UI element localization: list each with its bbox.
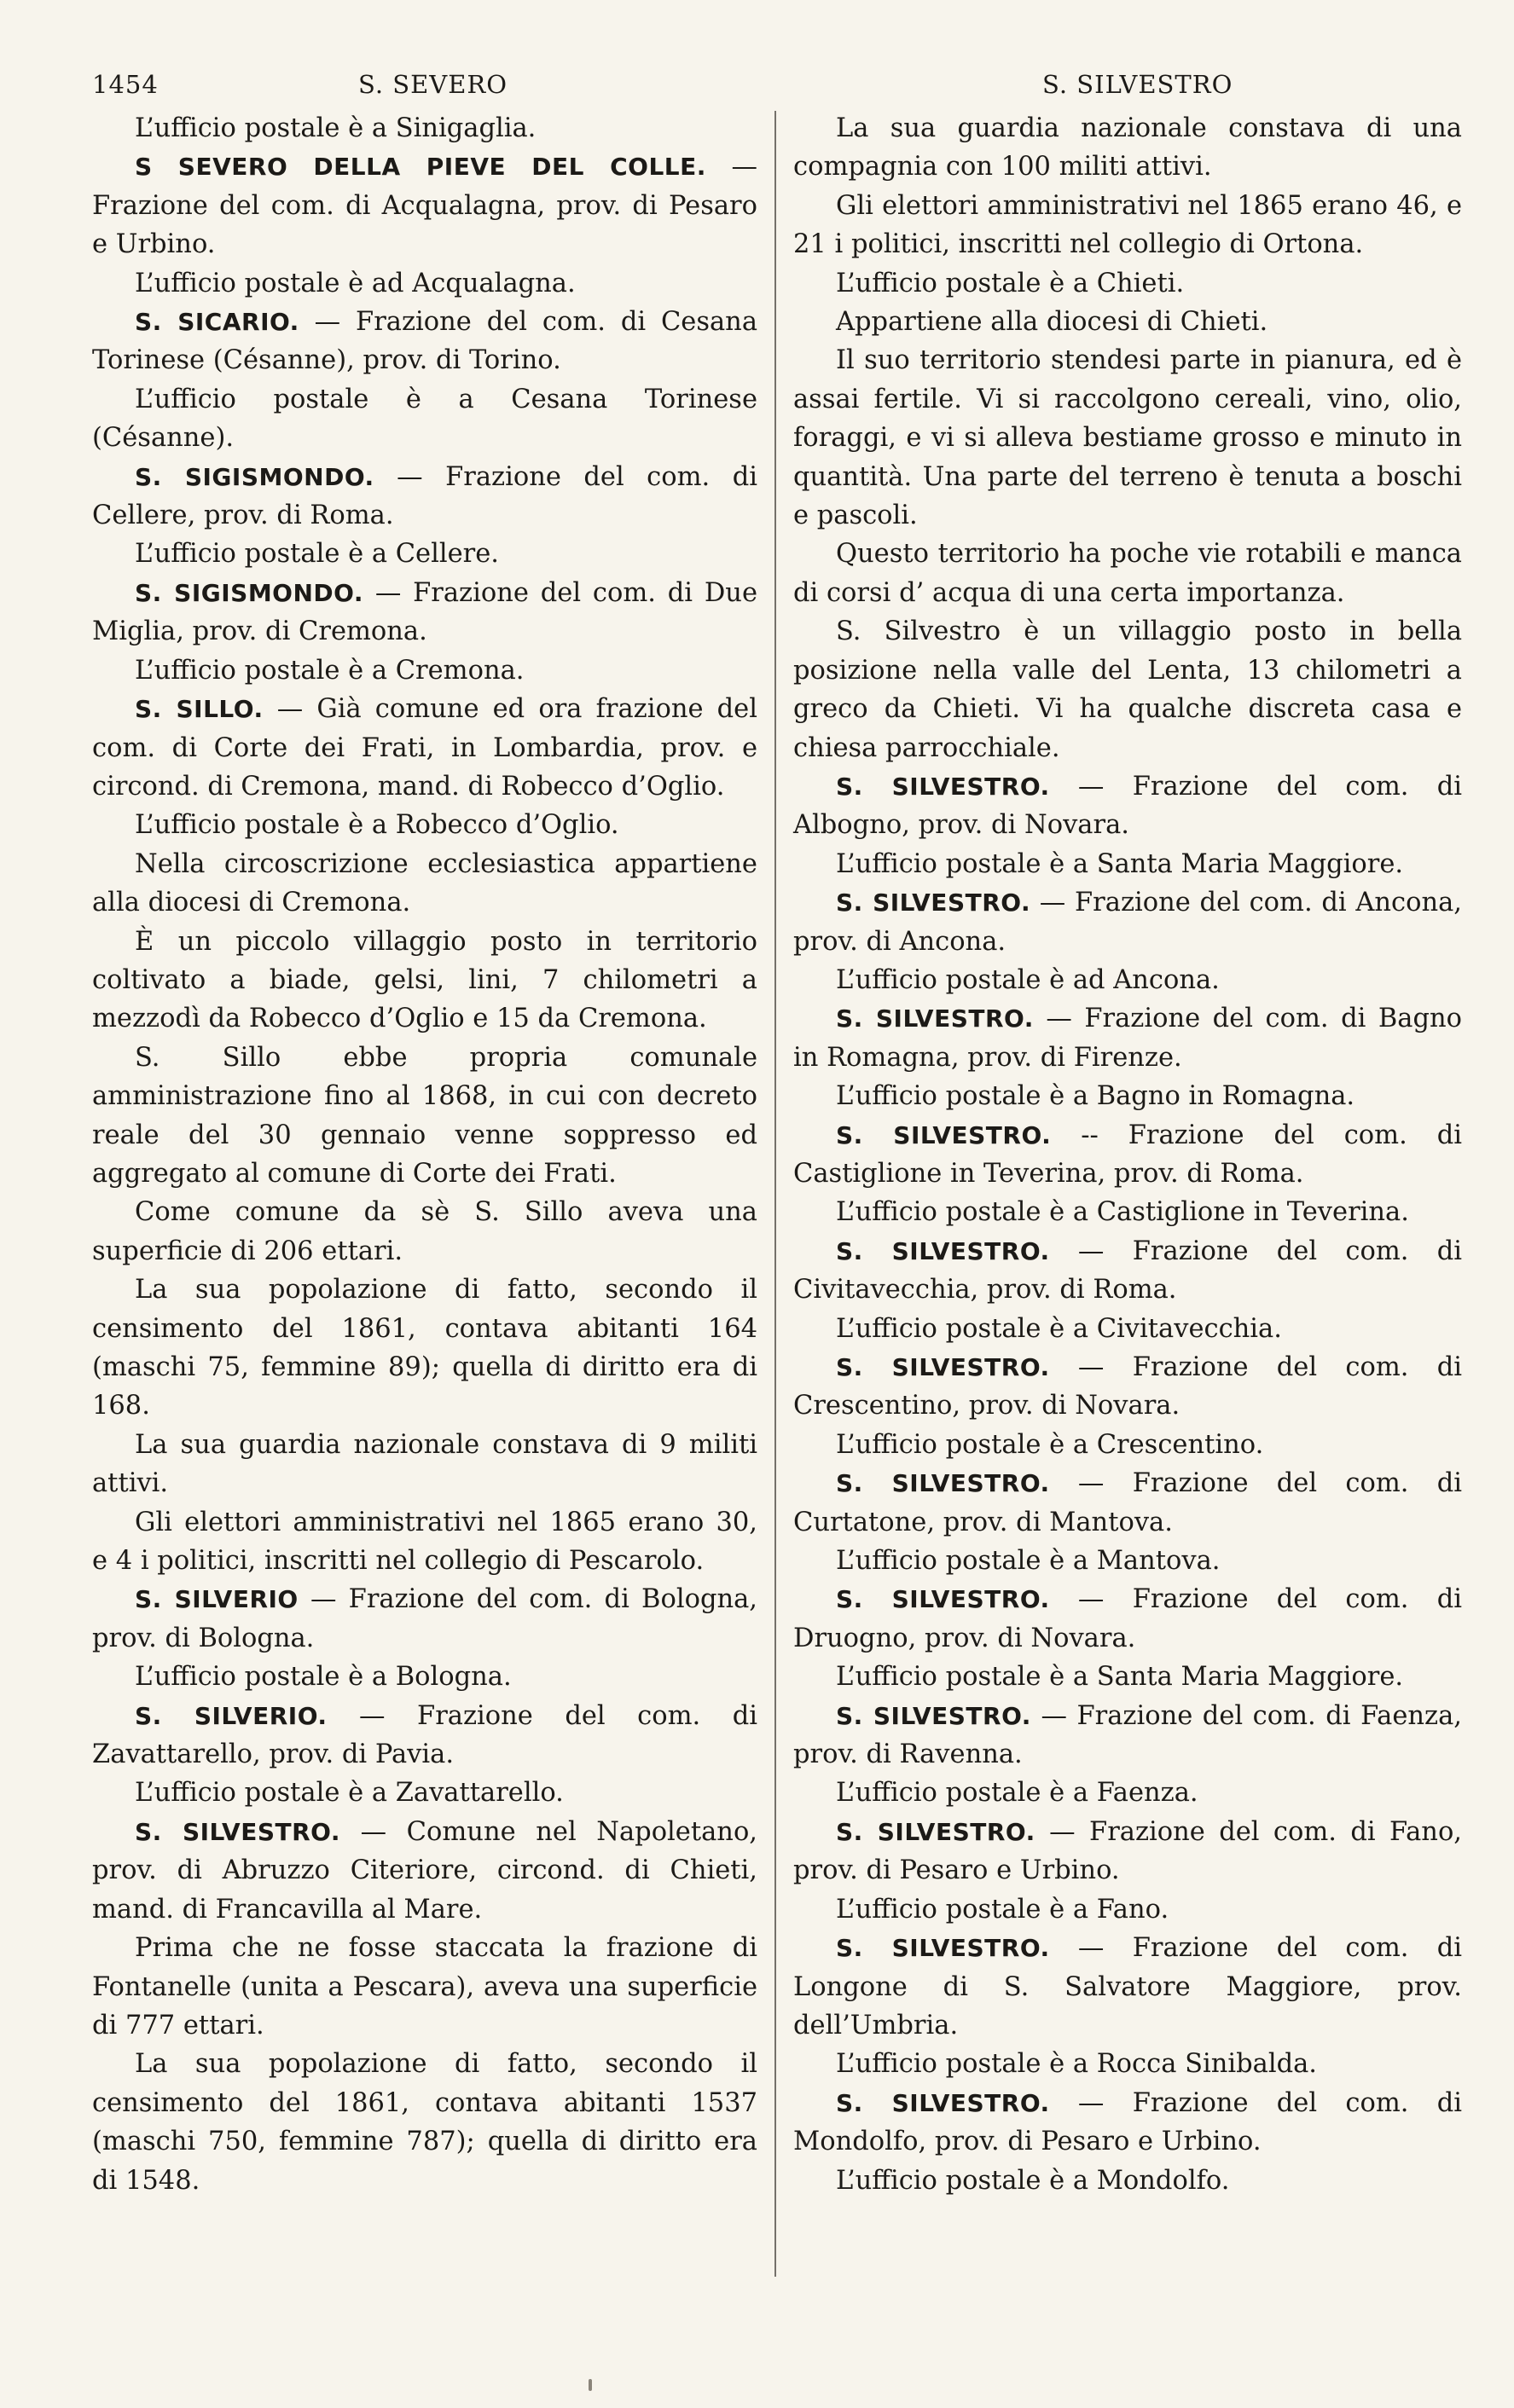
gazetteer-entry [793,999,1462,1077]
entry-text: Gli elettori amministrativi nel 1865 erano 30, e 4 i politici, inscritti nel collegio di Pescarolo. [92,1507,757,1577]
entry-headword: S. SILVESTRO. [836,1469,1050,1498]
right-running-head: S. SILVESTRO [1042,70,1233,99]
entry-text: L’ufficio postale è a Castiglione in Teverina. [836,1197,1409,1228]
entry-headword: S. SILVESTRO. [836,1817,1035,1846]
entry-text: — Frazione del com. di Albogno, prov. di Novara. [793,771,1462,841]
entry-text: — Frazione del com. di Civitavecchia, prov. di Roma. [793,1236,1462,1305]
entry-headword: S. SIGISMONDO. [135,462,374,491]
entry-paragraph [92,2045,757,2200]
entry-headword: S. SILVESTRO. [836,1004,1034,1033]
entry-paragraph [793,1077,1462,1115]
entry-paragraph [92,1929,757,2045]
gazetteer-entry [793,1232,1462,1310]
entry-headword: S. SILVESTRO. [836,1120,1052,1149]
entry-text: L’ufficio postale è a Zavattarello. [135,1778,564,1809]
entry-paragraph [793,1890,1462,1929]
entry-text: La sua popolazione di fatto, secondo il censimento del 1861, contava abitanti 1537 (maschi 750, femmine 787); quella di diritto era di 1548. [92,2049,757,2196]
entry-text: L’ufficio postale è a Bologna. [135,1662,512,1693]
gazetteer-entry [92,690,757,806]
gazetteer-entry [793,1116,1462,1194]
entry-paragraph [793,2162,1462,2200]
entry-text: Gli elettori amministrativi nel 1865 erano 46, e 21 i politici, inscritti nel collegio di Ortona. [793,190,1462,260]
entry-text: — Frazione del com. di Ancona, prov. di Ancona. [793,888,1462,957]
entry-text: La sua guardia nazionale constava di 9 militi attivi. [92,1429,757,1499]
entry-text: L’ufficio postale è a Mondolfo. [836,2165,1230,2196]
entry-paragraph [793,303,1462,341]
gazetteer-entry [92,148,757,263]
entry-text: — Frazione del com. di Bologna, prov. di Bologna. [92,1584,757,1653]
entry-text: — Frazione del com. di Crescentino, prov. di Novara. [793,1352,1462,1421]
entry-text: Il suo territorio stendesi parte in pianura, ed è assai fertile. Vi si raccolgono cereali, vino, olio, foraggi, e vi si alleva bestiame grosso e minuto in quantità. Una parte del terreno è tenuta a boschi e pascoli. [793,345,1462,531]
entry-paragraph [92,535,757,573]
entry-paragraph [793,1426,1462,1464]
entry-headword: S. SILVESTRO. [135,1817,340,1846]
entry-paragraph [92,845,757,923]
entry-paragraph [793,1774,1462,1812]
entry-text: Prima che ne fosse staccata la frazione di Fontanelle (unita a Pescara), aveva una superficie di 777 ettari. [92,1933,757,2040]
entry-text: — Frazione del com. di Mondolfo, prov. di Pesaro e Urbino. [793,2087,1462,2157]
gazetteer-entry [92,1813,757,1929]
entry-headword: S. SILVERIO. [135,1701,328,1730]
entry-text: — Frazione del com. di Longone di S. Salvatore Maggiore, prov. dell’Umbria. [793,1933,1462,2040]
entry-headword: S. SILLO. [135,695,264,724]
entry-text: S. Sillo ebbe propria comunale amministrazione fino al 1868, in cui con decreto reale del 30 gennaio venne soppresso ed aggregato al comune di Corte dei Frati. [92,1042,757,1189]
entry-text: L’ufficio postale è a Crescentino. [836,1429,1264,1460]
gazetteer-entry [793,1697,1462,1774]
gazetteer-entry [92,303,757,380]
entry-paragraph [793,2045,1462,2083]
entry-text: L’ufficio postale è a Sinigaglia. [135,113,537,143]
entry-headword: S. SILVESTRO. [836,1585,1050,1614]
entry-text: — Già comune ed ora frazione del com. di Corte dei Frati, in Lombardia, prov. e circond. di Cremona, mand. di Robecco d’Oglio. [92,694,757,802]
entry-text: Appartiene alla diocesi di Chieti. [836,307,1268,338]
entry-paragraph [793,1193,1462,1231]
entry-headword: S. SILVESTRO. [836,889,1031,917]
entry-paragraph [92,651,757,690]
entry-paragraph [793,845,1462,883]
entry-text: L’ufficio postale è a Civitavecchia. [836,1313,1282,1344]
entry-text: Nella circoscrizione ecclesiastica appartiene alla diocesi di Cremona. [92,848,757,918]
entry-paragraph [92,109,757,148]
entry-paragraph [92,923,757,1039]
entry-paragraph [92,1426,757,1503]
entry-paragraph [92,1271,757,1426]
entry-text: L’ufficio postale è a Mantova. [836,1546,1221,1577]
entry-paragraph [793,109,1462,187]
entry-headword: S. SILVESTRO. [836,1353,1050,1381]
entry-text: — Frazione del com. di Druogno, prov. di Novara. [793,1584,1462,1653]
column-divider [774,111,776,2277]
entry-paragraph [793,961,1462,999]
gazetteer-entry [92,458,757,535]
entry-headword: S. SILVESTRO. [836,1236,1050,1265]
entry-headword: S. SICARIO. [135,308,299,337]
entry-text: L’ufficio postale è a Chieti. [836,268,1185,298]
entry-text: La sua popolazione di fatto, secondo il censimento del 1861, contava abitanti 164 (maschi 75, femmine 89); quella di diritto era di 168. [92,1275,757,1421]
entry-text: L’ufficio postale è a Bagno in Romagna. [836,1081,1355,1112]
entry-text: È un piccolo villaggio posto in territorio coltivato a biade, gelsi, lini, 7 chilometri a mezzodì da Robecco d’Oglio e 15 da Cremona. [92,926,757,1034]
entry-paragraph [92,1193,757,1271]
entry-text: La sua guardia nazionale constava di una compagnia con 100 militi attivi. [793,113,1462,182]
entry-headword: S. SILVERIO [135,1585,299,1614]
gazetteer-entry [92,1580,757,1658]
gazetteer-entry [793,767,1462,845]
entry-text: — Frazione del com. di Acqualagna, prov. di Pesaro e Urbino. [92,152,757,260]
entry-paragraph [793,187,1462,264]
entry-text: — Frazione del com. di Due Miglia, prov. di Cremona. [92,577,758,647]
gazetteer-entry [92,574,757,651]
entry-text: — Frazione del com. di Cellere, prov. di Roma. [92,461,757,531]
entry-text: — Frazione del com. di Fano, prov. di Pesaro e Urbino. [793,1816,1462,1886]
left-running-head: S. SEVERO [358,70,508,99]
entry-headword: S. SILVESTRO. [836,772,1050,801]
entry-text: — Frazione del com. di Bagno in Romagna, prov. di Firenze. [793,1004,1462,1073]
entry-paragraph [92,1658,757,1696]
entry-text: L’ufficio postale è a Santa Maria Maggiore. [836,1662,1404,1693]
entry-paragraph [793,612,1462,767]
entry-text: — Frazione del com. di Cesana Torinese (Césanne), prov. di Torino. [92,307,757,376]
entry-text: L’ufficio postale è a Cesana Torinese (Césanne). [92,384,757,454]
entry-text: S. Silvestro è un villaggio posto in bella posizione nella valle del Lenta, 13 chilometri a greco da Chieti. Vi ha qualche discreta casa e chiesa parrocchiale. [793,616,1462,763]
entry-paragraph [793,1658,1462,1696]
entry-text: -- Frazione del com. di Castiglione in Teverina, prov. di Roma. [793,1120,1462,1189]
entry-paragraph [793,1542,1462,1580]
entry-paragraph [92,1774,757,1812]
entry-paragraph [92,806,757,844]
gazetteer-entry [793,1580,1462,1658]
entry-headword: S. SIGISMONDO. [135,578,363,607]
entry-text: L’ufficio postale è a Fano. [836,1894,1169,1925]
entry-paragraph [92,1039,757,1194]
entry-text: Come comune da sè S. Sillo aveva una superficie di 206 ettari. [92,1197,757,1266]
entry-headword: S. SILVESTRO. [836,1701,1031,1730]
entry-headword: S. SILVESTRO. [836,1934,1050,1963]
entry-paragraph [793,535,1462,612]
entry-headword: S. SILVESTRO. [836,2088,1050,2117]
left-column [92,109,757,2200]
entry-text: L’ufficio postale è a Rocca Sinibalda. [836,2049,1317,2080]
entry-text: Questo territorio ha poche vie rotabili e manca di corsi d’ acqua di una certa importanza. [793,539,1462,608]
entry-paragraph [92,1503,757,1581]
entry-paragraph [92,380,757,458]
entry-headword: S SEVERO DELLA PIEVE DEL COLLE. [135,153,706,182]
page-number: 1454 [92,70,159,99]
entry-paragraph [793,264,1462,303]
entry-text: L’ufficio postale è ad Ancona. [836,964,1220,995]
entry-text: L’ufficio postale è a Santa Maria Maggiore. [836,848,1404,879]
entry-text: L’ufficio postale è a Robecco d’Oglio. [135,810,619,841]
gazetteer-entry [793,1464,1462,1542]
entry-paragraph [92,264,757,303]
gazetteer-entry [793,1348,1462,1426]
entry-text: — Comune nel Napoletano, prov. di Abruzzo Citeriore, circond. di Chieti, mand. di Francavilla al Mare. [92,1816,757,1925]
gazetteer-entry [92,1697,757,1774]
entry-text: L’ufficio postale è a Cremona. [135,655,525,686]
entry-paragraph [793,341,1462,535]
entry-text: L’ufficio postale è a Faenza. [836,1778,1198,1809]
gazetteer-entry [793,883,1462,961]
entry-paragraph [793,1310,1462,1348]
entry-text: — Frazione del com. di Zavattarello, prov. di Pavia. [92,1700,757,1770]
print-mark [589,2379,592,2391]
gazetteer-entry [793,1813,1462,1890]
right-column [793,109,1462,2200]
entry-text: L’ufficio postale è a Cellere. [135,539,499,570]
gazetteer-entry [793,1929,1462,2045]
entry-text: — Frazione del com. di Faenza, prov. di Ravenna. [793,1700,1462,1770]
entry-text: — Frazione del com. di Curtatone, prov. di Mantova. [793,1468,1462,1537]
gazetteer-entry [793,2084,1462,2162]
entry-text: L’ufficio postale è ad Acqualagna. [135,268,576,298]
